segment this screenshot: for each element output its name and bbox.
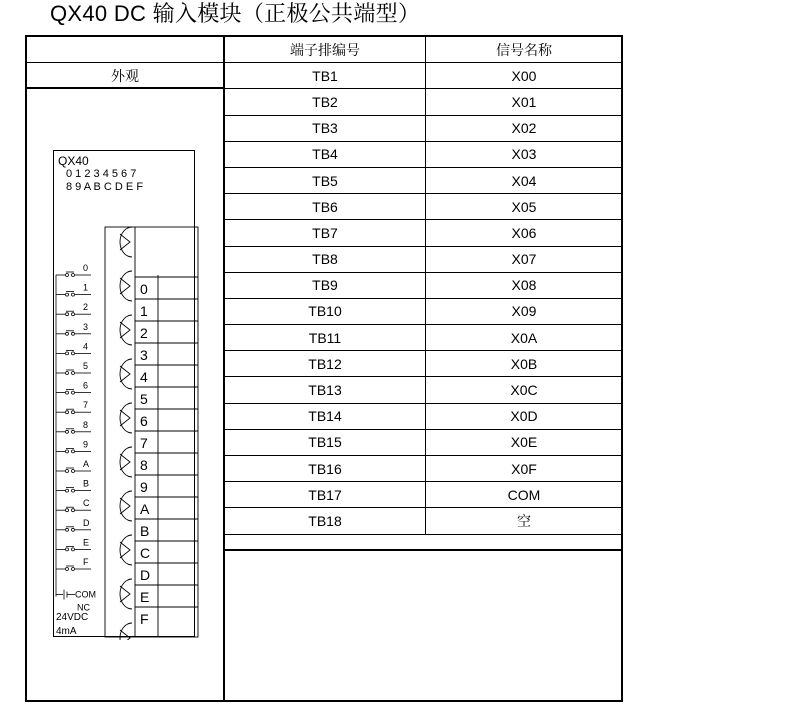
table-row <box>225 167 623 193</box>
input-label: 4 <box>83 341 89 352</box>
signal-cell: X06 <box>426 220 623 246</box>
terminal-label: 3 <box>140 347 148 363</box>
signal-cell: X0E <box>426 429 623 455</box>
terminal-cell: TB14 <box>225 403 426 429</box>
input-label: 7 <box>83 400 89 411</box>
terminal-cell: TB5 <box>225 167 426 193</box>
contact-icon <box>72 391 75 394</box>
module-name: QX40 <box>58 154 89 168</box>
terminal-label: C <box>140 545 151 561</box>
terminal-label: 9 <box>140 479 148 495</box>
contact-icon <box>72 489 75 492</box>
terminal-block-frame <box>105 227 198 637</box>
terminal-label: F <box>140 611 149 627</box>
table-row <box>225 429 623 455</box>
signal-cell: X0C <box>426 377 623 403</box>
table-bottom-line <box>224 549 622 551</box>
terminal-label: 7 <box>140 435 148 451</box>
screw-icon <box>120 630 130 640</box>
screw-icon <box>120 586 130 602</box>
terminal-cell: TB3 <box>225 115 426 141</box>
led-row-1: 0 1 2 3 4 5 6 7 <box>66 168 137 180</box>
contact-icon <box>66 470 69 473</box>
table-row <box>225 89 623 115</box>
signal-cell: X02 <box>426 115 623 141</box>
contact-icon <box>72 332 75 335</box>
contact-icon <box>72 548 75 551</box>
terminal-cell: TB7 <box>225 220 426 246</box>
terminal-cell: TB17 <box>225 482 426 508</box>
terminal-label: E <box>140 589 150 605</box>
contact-icon <box>72 528 75 531</box>
contact-icon <box>66 332 69 335</box>
terminal-cell: TB12 <box>225 351 426 377</box>
input-label: 5 <box>83 361 89 371</box>
table-row <box>225 63 623 89</box>
input-label: A <box>83 459 90 469</box>
screw-icon <box>120 542 130 558</box>
input-label: F <box>83 557 89 567</box>
contact-icon <box>66 274 69 277</box>
input-label: 9 <box>83 439 89 450</box>
terminal-label: 8 <box>140 457 148 473</box>
terminal-label: 6 <box>140 413 148 429</box>
input-label: 1 <box>83 282 89 293</box>
contact-icon <box>72 352 75 355</box>
table-row <box>225 220 623 246</box>
contact-icon <box>66 411 69 414</box>
voltage-label: 24VDC <box>56 612 89 623</box>
terminal-cell: TB11 <box>225 325 426 351</box>
page-title: QX40 DC 输入模块（正极公共端型） <box>50 1 421 26</box>
terminal-cell: TB13 <box>225 377 426 403</box>
signal-cell: X08 <box>426 272 623 298</box>
table-row <box>225 351 623 377</box>
screw-icon <box>120 454 130 470</box>
signal-cell: COM <box>426 482 623 508</box>
terminal-label: D <box>140 567 151 583</box>
screw-icon <box>120 498 130 514</box>
contact-icon <box>66 313 69 316</box>
contact-icon <box>72 411 75 414</box>
terminal-cell: TB16 <box>225 456 426 482</box>
signal-cell: X05 <box>426 194 623 220</box>
terminal-block <box>100 225 200 640</box>
terminal-label: A <box>140 501 150 517</box>
input-label: C <box>83 498 90 509</box>
input-label: 2 <box>83 302 89 313</box>
screw-icon <box>120 278 130 294</box>
terminal-label: 2 <box>140 325 148 341</box>
terminal-cell: TB1 <box>225 63 426 89</box>
table-row <box>225 325 623 351</box>
terminal-cell: TB9 <box>225 272 426 298</box>
table-row <box>225 298 623 324</box>
table-row <box>225 377 623 403</box>
contact-icon <box>66 293 69 296</box>
contact-icon <box>66 548 69 551</box>
appearance-label: 外观 <box>111 68 139 84</box>
signal-cell: X00 <box>426 63 623 89</box>
terminal-label: B <box>140 523 150 539</box>
signal-cell: X09 <box>426 298 623 324</box>
contact-icon <box>66 430 69 433</box>
terminal-cell: TB10 <box>225 298 426 324</box>
signal-cell: X0B <box>426 351 623 377</box>
contact-icon <box>66 528 69 531</box>
screw-icon <box>120 366 130 382</box>
table-row <box>225 272 623 298</box>
terminal-cell: TB18 <box>225 508 426 534</box>
input-label: 6 <box>83 380 89 391</box>
signal-cell: X04 <box>426 167 623 193</box>
contact-icon <box>72 470 75 473</box>
terminal-label: 0 <box>140 281 148 297</box>
contact-icon <box>72 313 75 316</box>
input-label: 8 <box>83 419 89 430</box>
terminal-cell: TB8 <box>225 246 426 272</box>
input-label: 3 <box>83 321 89 332</box>
table-row <box>225 115 623 141</box>
contact-icon <box>72 274 75 277</box>
signal-cell: X01 <box>426 89 623 115</box>
terminal-cell: TB15 <box>225 429 426 455</box>
table-row <box>225 246 623 272</box>
contact-icon <box>66 568 69 571</box>
input-label: D <box>83 517 90 528</box>
table-row <box>225 482 623 508</box>
contact-icon <box>72 509 75 512</box>
table-row <box>225 456 623 482</box>
contact-icon <box>66 372 69 375</box>
table-row <box>225 141 623 167</box>
header-terminal: 端子排编号 <box>225 37 426 63</box>
screw-icon <box>120 410 130 426</box>
signal-cell: X0F <box>426 456 623 482</box>
input-label: 0 <box>83 263 89 273</box>
contact-icon <box>72 293 75 296</box>
left-row-divider <box>26 87 224 89</box>
screw-icon <box>120 322 130 338</box>
signal-cell: X0A <box>426 325 623 351</box>
contact-icon <box>66 391 69 394</box>
left-row-divider <box>26 62 224 63</box>
signal-cell: X03 <box>426 141 623 167</box>
terminal-cell: TB6 <box>225 194 426 220</box>
contact-icon <box>66 489 69 492</box>
header-signal: 信号名称 <box>426 37 623 63</box>
table-row <box>225 194 623 220</box>
contact-icon <box>72 430 75 433</box>
signal-cell: X0D <box>426 403 623 429</box>
led-row-2: 8 9 A B C D E F <box>66 181 144 193</box>
input-label: E <box>83 537 90 548</box>
table-row <box>225 508 623 534</box>
terminal-label: 1 <box>140 303 148 319</box>
contact-icon <box>66 509 69 512</box>
com-label: COM <box>75 589 96 600</box>
terminal-label: 5 <box>140 391 148 407</box>
signal-cell: X07 <box>426 246 623 272</box>
input-label: B <box>83 478 90 489</box>
nc-label: NC <box>77 602 90 613</box>
contact-icon <box>66 352 69 355</box>
signal-cell: 空 <box>426 508 623 534</box>
contact-icon <box>72 372 75 375</box>
pin-table <box>224 36 623 535</box>
screw-icon <box>120 234 130 250</box>
contact-icon <box>66 450 69 453</box>
current-label: 4mA <box>56 626 77 637</box>
contact-icon <box>72 568 75 571</box>
terminal-cell: TB4 <box>225 141 426 167</box>
contact-icon <box>72 450 75 453</box>
terminal-label: 4 <box>140 369 148 385</box>
table-row <box>225 403 623 429</box>
terminal-cell: TB2 <box>225 89 426 115</box>
